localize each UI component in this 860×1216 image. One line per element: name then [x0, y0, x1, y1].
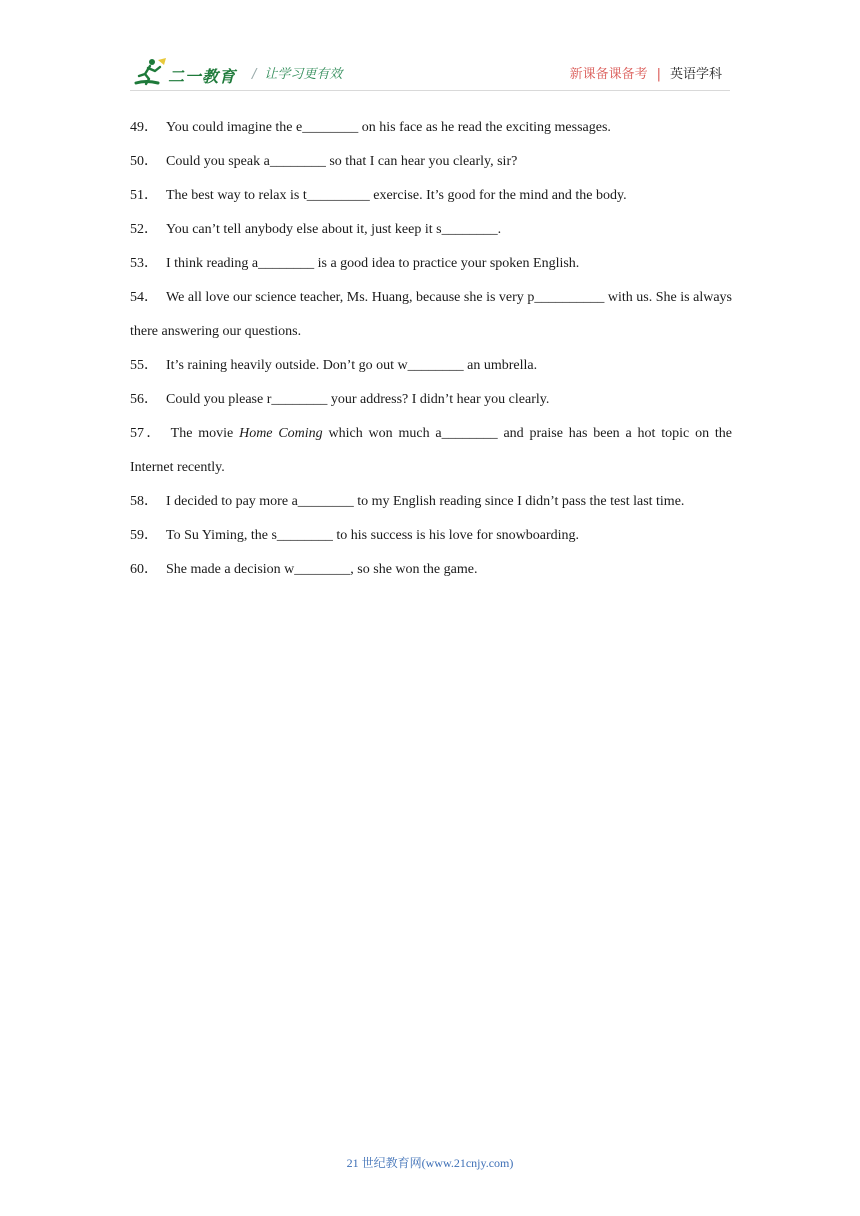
runner-logo-icon [130, 56, 170, 90]
page-footer: 21 世纪教育网(www.21cnjy.com) [346, 1156, 514, 1170]
question-text: To Su Yiming, the s________ to his success is his love for snowboarding. [166, 528, 580, 543]
question-number: 54． [130, 290, 159, 305]
question-number: 56． [130, 392, 158, 407]
question-text: You could imagine the e________ on his face as he read the exciting messages. [166, 120, 611, 135]
question-text-after: which won much a________ and praise has been a hot topic on the Internet recently. [130, 426, 733, 475]
question-number: 53． [130, 256, 158, 271]
question-50 [130, 145, 732, 179]
question-number: 49． [130, 120, 158, 135]
question-number: 52． [130, 222, 158, 237]
movie-title: Home Coming [239, 426, 323, 441]
logo-text: 二一教育 [168, 67, 237, 86]
question-56 [130, 383, 732, 417]
vertical-divider: | [656, 67, 661, 82]
question-text: Could you please r________ your address? I didn’t hear you clearly. [166, 392, 550, 407]
slogan-text: 让学习更有效 [264, 67, 343, 82]
question-text: You can’t tell anybody else about it, just keep it s________. [166, 222, 502, 237]
question-number: 57． [130, 426, 163, 441]
question-text: We all love our science teacher, Ms. Huang, because she is very p__________ with us. She is always there answering our questions. [130, 290, 732, 339]
question-54 [130, 281, 732, 349]
question-text: Could you speak a________ so that I can hear you clearly, sir? [166, 154, 518, 169]
question-number: 51． [130, 188, 158, 203]
question-60 [130, 553, 732, 587]
question-49 [130, 111, 732, 145]
question-number: 50． [130, 154, 158, 169]
question-51 [130, 179, 732, 213]
question-number: 55． [130, 358, 158, 373]
question-text: It’s raining heavily outside. Don’t go out w________ an umbrella. [166, 358, 538, 373]
question-text: She made a decision w________, so she won the game. [166, 562, 478, 577]
question-list [130, 111, 732, 587]
course-label: 新课备课备考 [569, 67, 648, 82]
question-55 [130, 349, 732, 383]
question-53 [130, 247, 732, 281]
question-52 [130, 213, 732, 247]
question-number: 59． [130, 528, 158, 543]
slash-divider: / [252, 67, 257, 82]
page-header [130, 56, 730, 91]
logo [130, 56, 240, 90]
subject-label: 英语学科 [669, 67, 722, 82]
question-text: I decided to pay more a________ to my English reading since I didn’t pass the test last time. [166, 494, 685, 509]
question-57 [130, 417, 732, 485]
question-number: 60． [130, 562, 158, 577]
question-number: 58． [130, 494, 158, 509]
question-text-before: The movie [170, 426, 240, 441]
header-right [570, 63, 722, 82]
question-text: The best way to relax is t_________ exercise. It’s good for the mind and the body. [166, 188, 627, 203]
question-58 [130, 485, 732, 519]
question-59 [130, 519, 732, 553]
question-text: I think reading a________ is a good idea to practice your spoken English. [166, 256, 580, 271]
slogan [252, 63, 342, 82]
